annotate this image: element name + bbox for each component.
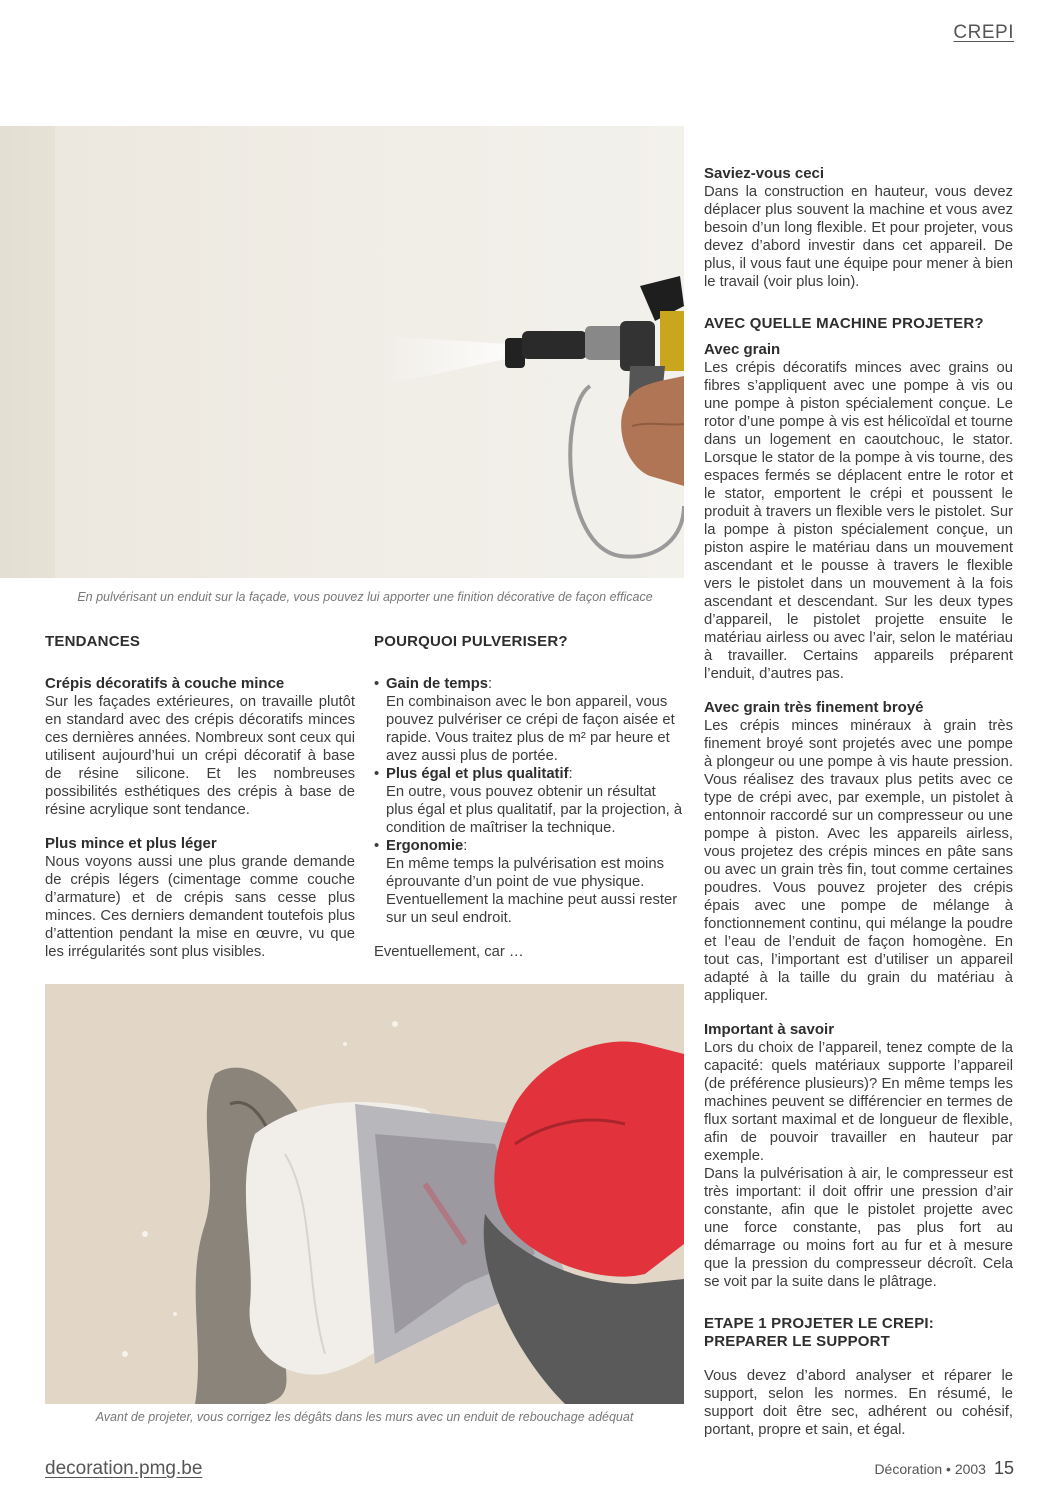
- bullet-text: En même temps la pulvérisation est moins éprouvante d’un point de vue physique. Eventuellement la machine peut aussi rester sur un seul endroit.: [386, 856, 678, 926]
- magazine-issue: Décoration • 2003: [874, 1461, 986, 1477]
- heading-which-machine: AVEC QUELLE MACHINE PROJETER?: [704, 315, 984, 332]
- paragraph: Nous voyons aussi une plus grande demande de crépis légers (cimentage comme couche d’armature) et de crépis sans cesse plus minces. Ces derniers demandent toutefois plus d’attention pendant la mise en œuvre, vu que les irrégularités sont plus visibles.: [45, 854, 355, 960]
- subheading-with-grain: Avec grain: [704, 341, 781, 358]
- paragraph: Dans la pulvérisation à air, le compresseur est très important: il doit offrir une pression d’air constante, afin que le pistolet projette avec une force constante, pas plus fort au démarrage ou moins fort au fur et à mesure que la pression du compresseur décroît. Cela se voit par la suite dans le plâtrage.: [704, 1166, 1013, 1290]
- subheading-thin-coat: Crépis décoratifs à couche mince: [45, 675, 285, 692]
- paragraph: Les crépis minces minéraux à grain très finement broyé sont projetés avec une pompe à plongeur ou une pompe à vis haute pression. Vous réalisez des travaux plus petits avec ce type de crépi avec, par exemple, un pistolet à entonnoir raccordé sur un compresseur ou une pompe à piston. Avec les appareils airless, vous projetez des crépis minces en pâte sans ou avec un grain très fin, tout comme certaines poudres. Vous pouvez projeter des crépis épais avec une pompe de mélange à fonctionnement continu, qui mélange la poudre et l’eau de l’enduit de façon homogène. En tout cas, l’important est d’utiliser un appareil adapté à la taille du grain du matériau à appliquer.: [704, 718, 1013, 1004]
- bullet-item: [374, 765, 684, 837]
- heading-why-spray: POURQUOI PULVERISER?: [374, 633, 568, 650]
- spray-gun-illustration: [0, 126, 684, 578]
- footer-info: [874, 1458, 1014, 1479]
- heading-trends: TENDANCES: [45, 633, 141, 650]
- bullet-item: [374, 837, 684, 927]
- paragraph: Sur les façades extérieures, on travaille plutôt en standard avec des crépis décoratifs minces ces dernières années. Nombreux sont ceux qui utilisent aujourd’hui un crépi décoratif à base de résine silicone. Et les nombreuses possibilités esthétiques des crépis à base de résine acrylique sont tendance.: [45, 694, 355, 818]
- bullet-title: Plus égal et plus qualitatif: [386, 766, 569, 782]
- subheading-fine-grain: Avec grain très finement broyé: [704, 699, 924, 716]
- paragraph: Lors du choix de l’appareil, tenez compte de la capacité: quels matériaux supporte l’appareil (de préférence plusieurs)? En même temps les machines peuvent se différencier en termes de flux sortant maximal et de longueur de flexible, afin de pouvoir travailler en hauteur par exemple.: [704, 1040, 1013, 1164]
- site-url-link[interactable]: decoration.pmg.be: [45, 1458, 203, 1479]
- paragraph: Les crépis décoratifs minces avec grains ou fibres s’appliquent avec une pompe à vis ou une pompe à piston spécialement conçue. Le rotor d’une pompe à vis est hélicoïdal et tourne dans un logement en caoutchouc, le stator. Lorsque le stator de la pompe à vis tourne, des espaces fermés se déplacent entre le rotor et le stator, emportent le crépi et poussent le produit à travers un flexible vers le pistolet. Sur la pompe à piston spécialement conçue, un piston aspire le matériau dans un mouvement ascendant et le pousse à travers le flexible vers le pistolet dans un mouvement à la fois ascendant et descendant. Sur les deux types d’appareil, le pistolet projette ensuite le matériau airless ou avec l’air, selon le matériau à travailler. Certains appareils préparent l’enduit, d’autres pas.: [704, 360, 1013, 682]
- photo-caption: Avant de projeter, vous corrigez les dégâts dans les murs avec un enduit de rebouchage adéquat: [95, 1410, 634, 1424]
- subheading-thinner-lighter: Plus mince et plus léger: [45, 835, 217, 852]
- paragraph: Dans la construction en hauteur, vous devez déplacer plus souvent la machine et vous avez besoin d’un long flexible. Et pour projeter, vous devez d’abord investir dans cet appareil. De plus, il vous faut une équipe pour mener à bien le travail (voir plus loin).: [704, 184, 1013, 290]
- heading-step1-line1: ETAPE 1 PROJETER LE CREPI:: [704, 1315, 934, 1332]
- closing-text: Eventuellement, car …: [374, 944, 524, 960]
- subheading-did-you-know: Saviez-vous ceci: [704, 165, 825, 182]
- bullet-glyph: •: [374, 676, 380, 692]
- bullet-sep: :: [568, 766, 573, 782]
- paragraph: Vous devez d’abord analyser et réparer le support, selon les normes. En résumé, le support doit être sec, adhérent ou cohésif, portant, propre et sain, et égal.: [704, 1368, 1013, 1438]
- column-machines: [704, 165, 1013, 1439]
- bullet-sep: :: [487, 676, 493, 692]
- bullet-text: En combinaison avec le bon appareil, vous pouvez pulvériser ce crépi de façon aisée et rapide. Vous traitez plus de m² par heure et avez aussi plus de portée.: [386, 694, 675, 764]
- bullet-title: Gain de temps: [386, 676, 488, 692]
- photo-caption: En pulvérisant un enduit sur la façade, vous pouvez lui apporter une finition décorative de façon efficace: [77, 590, 653, 604]
- heading-step1-line2: PREPARER LE SUPPORT: [704, 1333, 891, 1350]
- wall-repair-illustration: [45, 984, 684, 1404]
- bullet-text: En outre, vous pouvez obtenir un résultat plus égal et plus qualitatif, par la projection, à condition de maîtriser la technique.: [386, 784, 683, 836]
- section-tag: CREPI: [953, 22, 1014, 43]
- subheading-important: Important à savoir: [704, 1021, 835, 1038]
- bullet-title: Ergonomie: [386, 838, 464, 854]
- page-number: 15: [993, 1458, 1014, 1478]
- column-trends: [45, 633, 355, 961]
- wall-repair-photo: [45, 984, 684, 1404]
- bullet-item: [374, 675, 684, 765]
- bullet-glyph: •: [374, 766, 380, 782]
- spray-gun-photo: [0, 126, 684, 578]
- column-why-spray: [374, 633, 684, 961]
- bullet-glyph: •: [374, 838, 380, 854]
- bullet-sep: :: [463, 838, 468, 854]
